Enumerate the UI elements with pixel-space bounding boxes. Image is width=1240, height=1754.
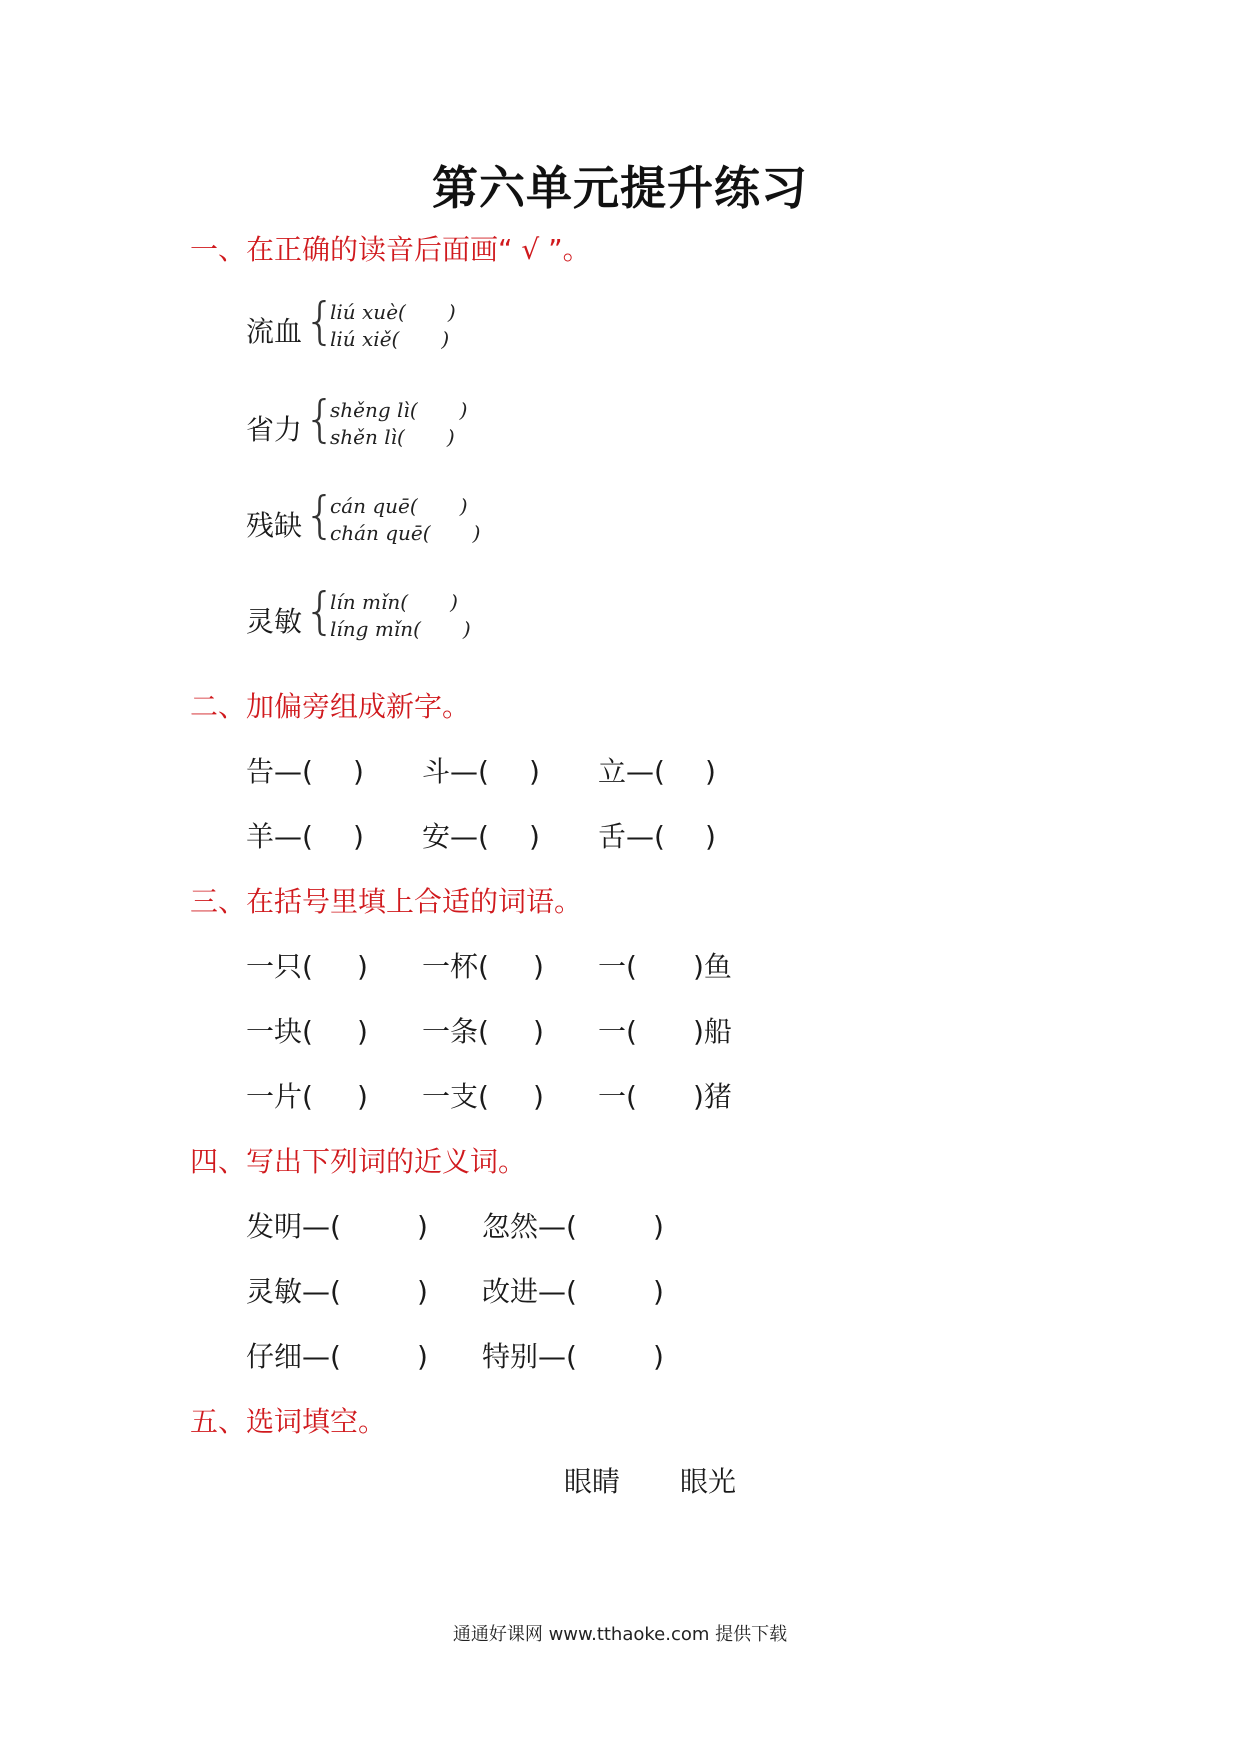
pron-option: shěn lì( ) (330, 425, 455, 449)
exercise-item: 一支( ) (422, 1080, 544, 1113)
word-choice: 眼光 (680, 1465, 737, 1498)
exercise-item: 告—( ) (246, 755, 364, 788)
word-choice: 眼睛 (564, 1465, 621, 1498)
pron-word: 残缺 (246, 509, 303, 542)
exercise-item: 一( )猪 (598, 1080, 732, 1113)
section-2-heading: 二、加偏旁组成新字。 (190, 690, 471, 723)
pron-option: lín mǐn( ) (330, 590, 458, 614)
pronunciation-item (246, 486, 506, 548)
pronunciation-item (246, 582, 506, 644)
brace-icon: { (304, 292, 336, 350)
exercise-item: 一块( ) (246, 1015, 368, 1048)
pron-option: shěng lì( ) (330, 398, 468, 422)
exercise-item: 一( )鱼 (598, 950, 732, 983)
pronunciation-item (246, 292, 506, 354)
pron-option: cán quē( ) (330, 494, 468, 518)
exercise-item: 一只( ) (246, 950, 368, 983)
exercise-item: 一( )船 (598, 1015, 732, 1048)
brace-icon: { (304, 582, 336, 640)
pron-option: líng mǐn( ) (330, 617, 471, 641)
exercise-item: 灵敏—( ) (246, 1275, 428, 1308)
exercise-item: 一杯( ) (422, 950, 544, 983)
exercise-item: 羊—( ) (246, 820, 364, 853)
exercise-item: 立—( ) (598, 755, 716, 788)
exercise-item: 一片( ) (246, 1080, 368, 1113)
footer-source: 通通好课网 www.tthaoke.com 提供下载 (452, 1624, 788, 1645)
pron-option: liú xuè( ) (330, 300, 456, 324)
exercise-item: 斗—( ) (422, 755, 540, 788)
pron-word: 灵敏 (246, 605, 303, 638)
pron-option: chán quē( ) (330, 521, 481, 545)
section-5-heading: 五、选词填空。 (190, 1405, 387, 1438)
page-title: 第六单元提升练习 (432, 161, 808, 215)
exercise-item: 一条( ) (422, 1015, 544, 1048)
section-1-heading: 一、在正确的读音后面画“ √ ”。 (190, 233, 591, 266)
pron-option: liú xiě( ) (330, 327, 450, 351)
pronunciation-item (246, 390, 506, 452)
pron-word: 省力 (246, 413, 303, 446)
exercise-item: 发明—( ) (246, 1210, 428, 1243)
brace-icon: { (304, 390, 336, 448)
exercise-item: 特别—( ) (482, 1340, 664, 1373)
exercise-item: 安—( ) (422, 820, 540, 853)
exercise-item: 舌—( ) (598, 820, 716, 853)
exercise-item: 忽然—( ) (482, 1210, 664, 1243)
exercise-item: 改进—( ) (482, 1275, 664, 1308)
section-4-heading: 四、写出下列词的近义词。 (190, 1145, 527, 1178)
brace-icon: { (304, 486, 336, 544)
exercise-item: 仔细—( ) (246, 1340, 428, 1373)
pron-word: 流血 (246, 315, 303, 348)
section-3-heading: 三、在括号里填上合适的词语。 (190, 885, 583, 918)
